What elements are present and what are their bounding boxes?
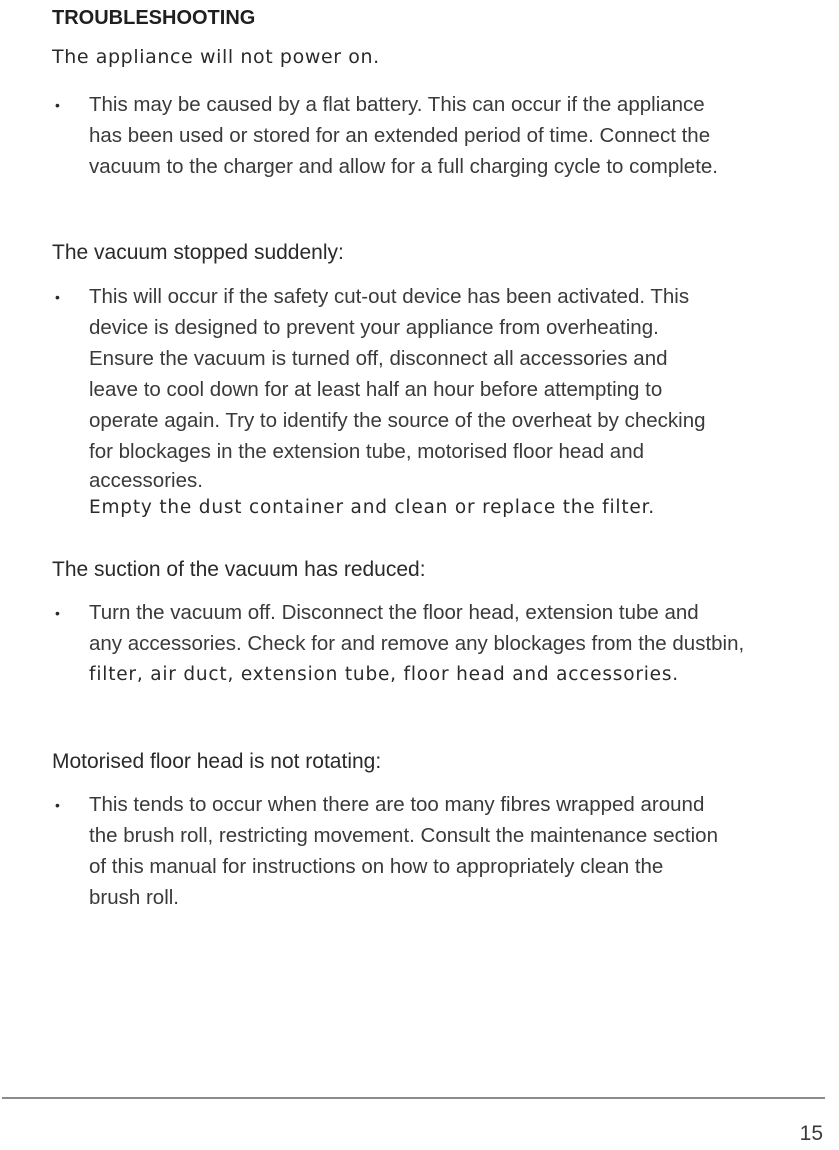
- answer-line: any accessories. Check for and remove any blockages from the dustbin,: [89, 632, 745, 655]
- answer-line: Empty the dust container and clean or replace the filter.: [89, 497, 655, 518]
- answer-line: device is designed to prevent your appliance from overheating.: [89, 316, 659, 339]
- question-power-on: The appliance will not power on.: [52, 46, 380, 68]
- answer-power-on: [89, 89, 829, 182]
- answer-line: has been used or stored for an extended period of time. Connect the: [89, 124, 711, 147]
- bullet-icon: •: [55, 97, 60, 113]
- bullet-icon: •: [55, 605, 60, 621]
- answer-line: vacuum to the charger and allow for a full charging cycle to complete.: [89, 155, 718, 178]
- answer-line: This will occur if the safety cut-out device has been activated. This: [89, 285, 690, 308]
- answer-suction-reduced: [89, 597, 829, 690]
- answer-stopped-suddenly: [89, 281, 829, 521]
- answer-line: This may be caused by a flat battery. This can occur if the appliance: [89, 93, 705, 116]
- answer-line: Ensure the vacuum is turned off, disconnect all accessories and: [89, 347, 668, 370]
- answer-line: Turn the vacuum off. Disconnect the floor head, extension tube and: [89, 601, 699, 624]
- answer-line: leave to cool down for at least half an hour before attempting to: [89, 378, 663, 401]
- answer-line: brush roll.: [89, 886, 180, 909]
- answer-floor-head-not-rotating: [89, 789, 829, 913]
- bullet-icon: •: [55, 797, 60, 813]
- answer-line: filter, air duct, extension tube, floor head and accessories.: [89, 664, 679, 685]
- page-number: 15: [799, 1122, 823, 1145]
- answer-line: the brush roll, restricting movement. Consult the maintenance section: [89, 824, 718, 847]
- footer-divider: [2, 1097, 825, 1099]
- question-floor-head-not-rotating: Motorised floor head is not rotating:: [52, 750, 382, 773]
- question-stopped-suddenly: The vacuum stopped suddenly:: [52, 241, 344, 264]
- bullet-icon: •: [55, 289, 60, 305]
- answer-line: of this manual for instructions on how to appropriately clean the: [89, 855, 664, 878]
- answer-line: This tends to occur when there are too many fibres wrapped around: [89, 793, 705, 816]
- answer-line: operate again. Try to identify the source of the overheat by checking: [89, 409, 706, 432]
- question-suction-reduced: The suction of the vacuum has reduced:: [52, 558, 426, 581]
- page-heading: TROUBLESHOOTING: [52, 7, 256, 29]
- answer-line: for blockages in the extension tube, motorised floor head and: [89, 440, 644, 463]
- answer-line: accessories.: [89, 469, 203, 492]
